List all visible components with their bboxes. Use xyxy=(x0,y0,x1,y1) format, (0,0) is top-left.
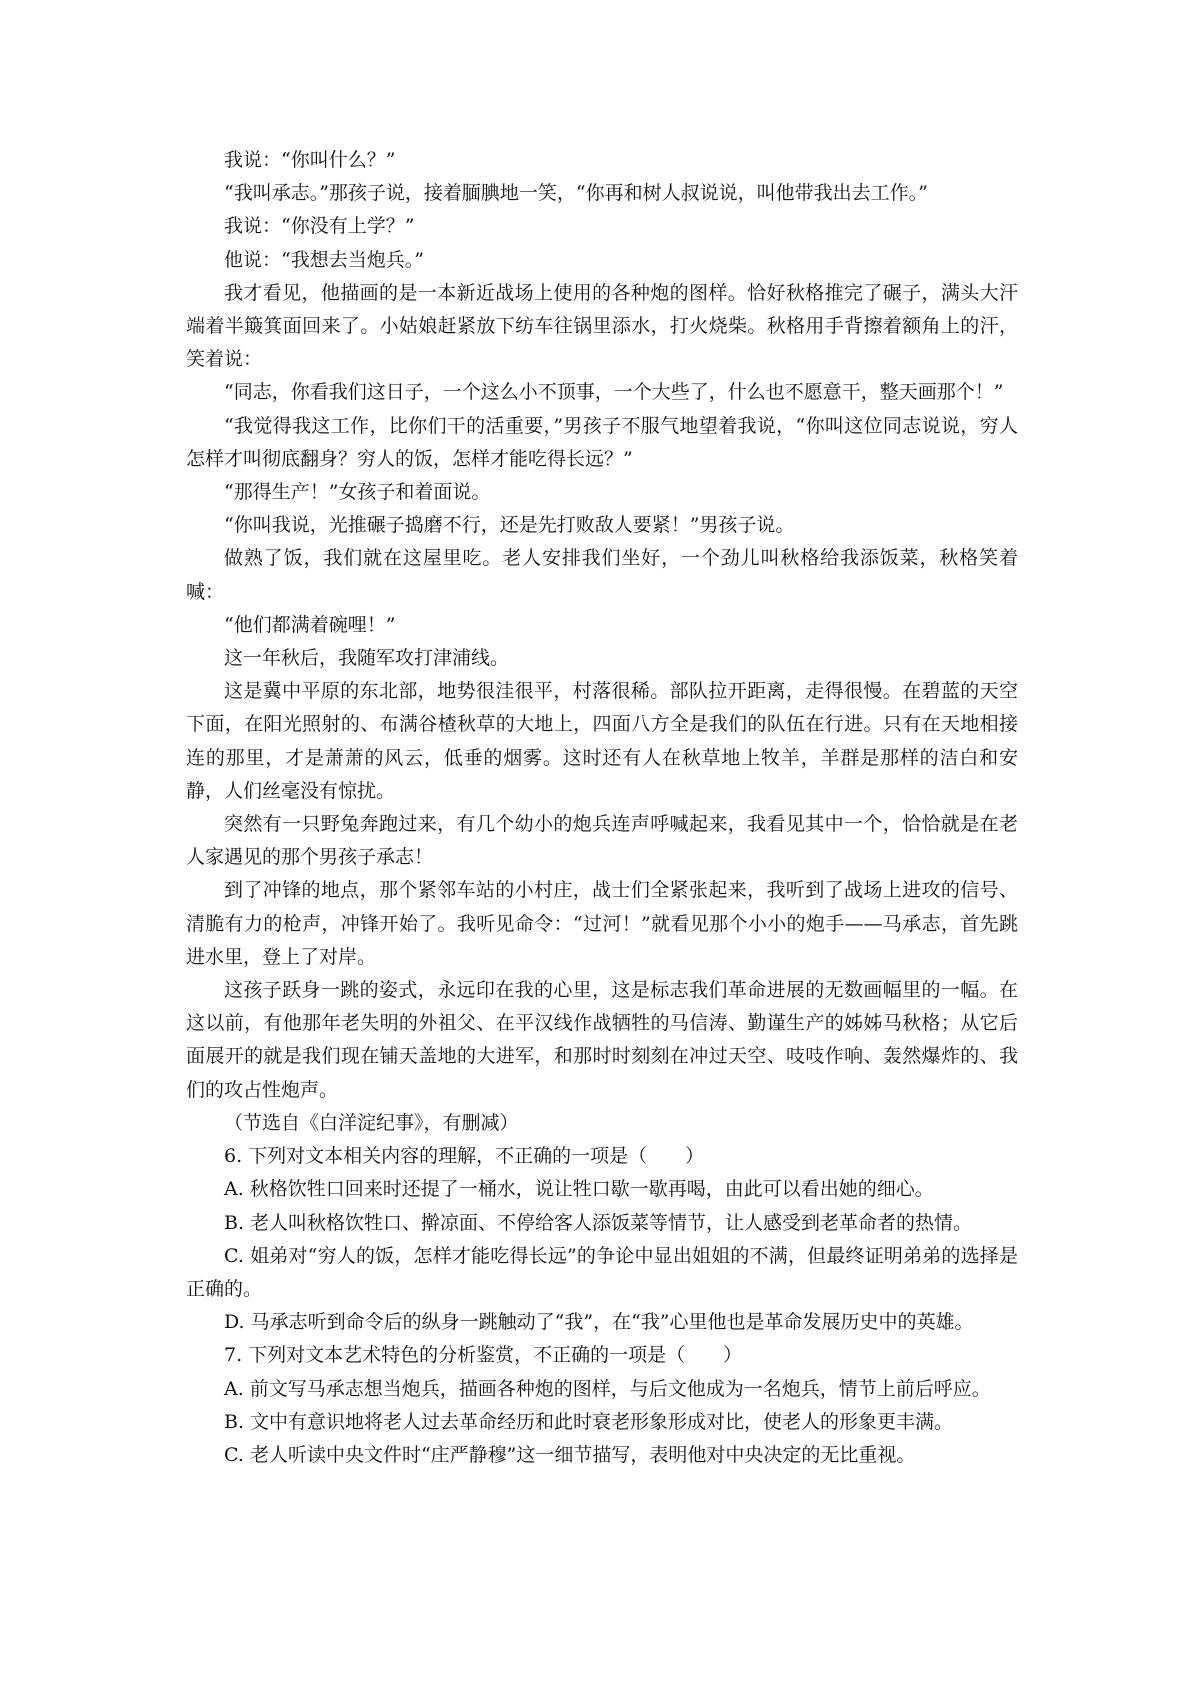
document-body xyxy=(186,144,1018,1472)
passage-paragraph: 这是冀中平原的东北部，地势很洼很平，村落很稀。部队拉开距离，走得很慢。在碧蓝的天空下面，在阳光照射的、布满谷楂秋草的大地上，四面八方全是我们的队伍在行进。只有在天地相接连的那里，才是萧萧的风云，低垂的烟雾。这时还有人在秋草地上牧羊，羊群是那样的洁白和安静，人们丝毫没有惊扰。 xyxy=(186,680,1018,802)
question-stem: 7. 下列对文本艺术特色的分析鉴赏，不正确的一项是（ ） xyxy=(224,1344,743,1367)
question-option: B. 老人叫秋格饮牲口、擀凉面、不停给客人添饭菜等情节，让人感受到老革命者的热情。 xyxy=(224,1211,973,1234)
question-option: B. 文中有意识地将老人过去革命经历和此时衰老形象形成对比，使老人的形象更丰满。 xyxy=(224,1410,954,1433)
passage-paragraph: 这孩子跃身一跳的姿式，永远印在我的心里，这是标志我们革命进展的无数画幅里的一幅。在这以前，有他那年老失明的外祖父、在平汉线作战牺牲的马信涛、勤谨生产的姊姊马秋格；从它后面展开的就是我们现在铺天盖地的大进军，和那时时刻刻在冲过天空、吱吱作响、轰然爆炸的、我们的攻占性炮声。 xyxy=(186,979,1018,1101)
passage-paragraph: 到了冲锋的地点，那个紧邻车站的小村庄，战士们全紧张起来，我听到了战场上进攻的信号、清脆有力的枪声，冲锋开始了。我听见命令：“过河！”就看见那个小小的炮手——马承志，首先跳进水里，登上了对岸。 xyxy=(186,879,1018,968)
passage-paragraph: 突然有一只野兔奔跑过来，有几个幼小的炮兵连声呼喊起来，我看见其中一个，恰恰就是在老人家遇见的那个男孩子承志！ xyxy=(186,813,1018,869)
passage-paragraph: “你叫我说，光推碾子捣磨不行，还是先打败敌人要紧！”男孩子说。 xyxy=(224,514,795,537)
passage-paragraph: 我才看见，他描画的是一本新近战场上使用的各种炮的图样。恰好秋格推完了碾子，满头大汗端着半簸箕面回来了。小姑娘赶紧放下纺车往锅里添水，打火烧柴。秋格用手背擦着额角上的汗，笑着说： xyxy=(186,281,1018,371)
passage-paragraph: “我觉得我这工作，比你们干的活重要，”男孩子不服气地望着我说，“你叫这位同志说说，穷人怎样才叫彻底翻身？穷人的饭，怎样才能吃得长远？” xyxy=(186,414,1018,470)
passage-paragraph: 这一年秋后，我随军攻打津浦线。 xyxy=(224,647,510,670)
question-option: D. 马承志听到命令后的纵身一跳触动了“我”，在“我”心里他也是革命发展历史中的英雄。 xyxy=(224,1311,974,1334)
passage-paragraph: 做熟了饭，我们就在这屋里吃。老人安排我们坐好，一个劲儿叫秋格给我添饭菜，秋格笑着喊： xyxy=(186,547,1018,603)
passage-paragraph: “他们都满着碗哩！” xyxy=(224,613,396,636)
question-option: C. 姐弟对“穷人的饭，怎样才能吃得长远”的争论中显出姐姐的不满，但最终证明弟弟的选择是正确的。 xyxy=(186,1244,1018,1300)
question-option: A. 秋格饮牲口回来时还提了一桶水，说让牲口歇一歇再喝，由此可以看出她的细心。 xyxy=(224,1178,934,1201)
passage-paragraph: 我说：“你没有上学？” xyxy=(224,215,415,238)
question-stem: 6. 下列对文本相关内容的理解，不正确的一项是（ ） xyxy=(224,1145,705,1168)
question-option: A. 前文写马承志想当炮兵，描画各种炮的图样，与后文他成为一名炮兵，情节上前后呼应。 xyxy=(224,1377,991,1400)
passage-paragraph: 他说：“我想去当炮兵。” xyxy=(224,248,424,271)
passage-paragraph: 我说：“你叫什么？” xyxy=(224,149,396,171)
passage-paragraph: “我叫承志。”那孩子说，接着腼腆地一笑，“你再和树人叔说说，叫他带我出去工作。” xyxy=(224,182,928,205)
question-option: C. 老人听读中央文件时“庄严静穆”这一细节描写，表明他对中央决定的无比重视。 xyxy=(224,1443,916,1466)
passage-paragraph: “那得生产！”女孩子和着面说。 xyxy=(224,481,491,504)
passage-paragraph: “同志，你看我们这日子，一个这么小不顶事，一个大些了，什么也不愿意干，整天画那个！” xyxy=(224,381,1004,404)
source-note: （节选自《白洋淀纪事》，有删减） xyxy=(224,1111,519,1134)
